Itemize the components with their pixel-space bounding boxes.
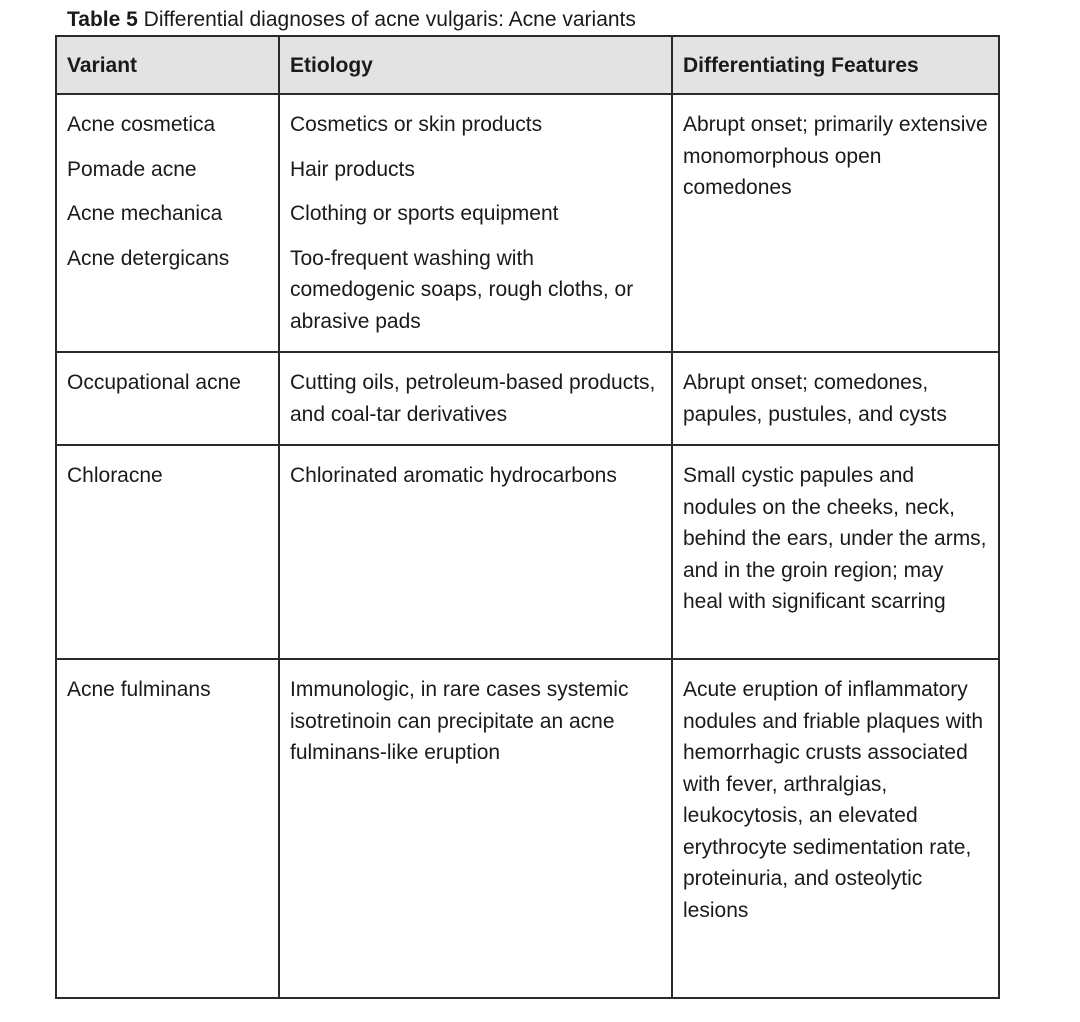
variant-name: Occupational acne (67, 371, 241, 394)
etiology-text: Cosmetics or skin products (290, 113, 543, 136)
table-caption-label: Table 5 (67, 8, 138, 31)
table-row (56, 94, 999, 352)
variant-cell (56, 352, 279, 445)
column-header-etiology: Etiology (279, 36, 672, 94)
table-caption-text: Differential diagnoses of acne vulgaris: Acne variants (143, 8, 636, 31)
etiology-text: Immunologic, in rare cases systemic isotretinoin can precipitate an acne fulminans-like eruption (290, 678, 629, 764)
table-header-row (56, 36, 999, 94)
column-header-variant: Variant (56, 36, 279, 94)
etiology-cell (279, 352, 672, 445)
variant-name: Acne detergicans (67, 246, 230, 270)
acne-variants-table (55, 35, 1000, 999)
features-cell (672, 445, 999, 659)
features-text: Abrupt onset; primarily extensive monomorphous open comedones (683, 113, 988, 199)
etiology-text: Chlorinated aromatic hydrocarbons (290, 464, 617, 487)
etiology-text: Hair products (290, 157, 415, 181)
table-caption (67, 6, 636, 34)
variant-name: Chloracne (67, 464, 163, 487)
column-header-differentiating-features: Differentiating Features (672, 36, 999, 94)
variant-cell (56, 445, 279, 659)
features-text: Small cystic papules and nodules on the cheeks, neck, behind the ears, under the arms, and in the groin region; may heal with significant scarring (683, 464, 987, 613)
etiology-cell (279, 659, 672, 998)
table-row (56, 352, 999, 445)
variant-cell (56, 94, 279, 352)
variant-name: Acne mechanica (67, 202, 223, 225)
features-cell (672, 659, 999, 998)
features-text: Abrupt onset; comedones, papules, pustules, and cysts (683, 371, 947, 426)
table-row (56, 445, 999, 659)
variant-name: Pomade acne (67, 157, 197, 181)
etiology-text: Too-frequent washing with comedogenic soaps, rough cloths, or abrasive pads (290, 246, 634, 333)
features-text: Acute eruption of inflammatory nodules and friable plaques with hemorrhagic crusts associated with fever, arthralgias, leukocytosis, an elevated erythrocyte sedimentation rate, proteinuria, and osteolytic lesions (683, 678, 984, 922)
etiology-cell (279, 445, 672, 659)
variant-name: Acne fulminans (67, 678, 211, 701)
features-cell (672, 94, 999, 352)
etiology-text: Clothing or sports equipment (290, 202, 559, 225)
table-row (56, 659, 999, 998)
etiology-text: Cutting oils, petroleum-based products, and coal-tar derivatives (290, 371, 656, 426)
variant-cell (56, 659, 279, 998)
features-cell (672, 352, 999, 445)
etiology-cell (279, 94, 672, 352)
variant-name: Acne cosmetica (67, 113, 216, 136)
